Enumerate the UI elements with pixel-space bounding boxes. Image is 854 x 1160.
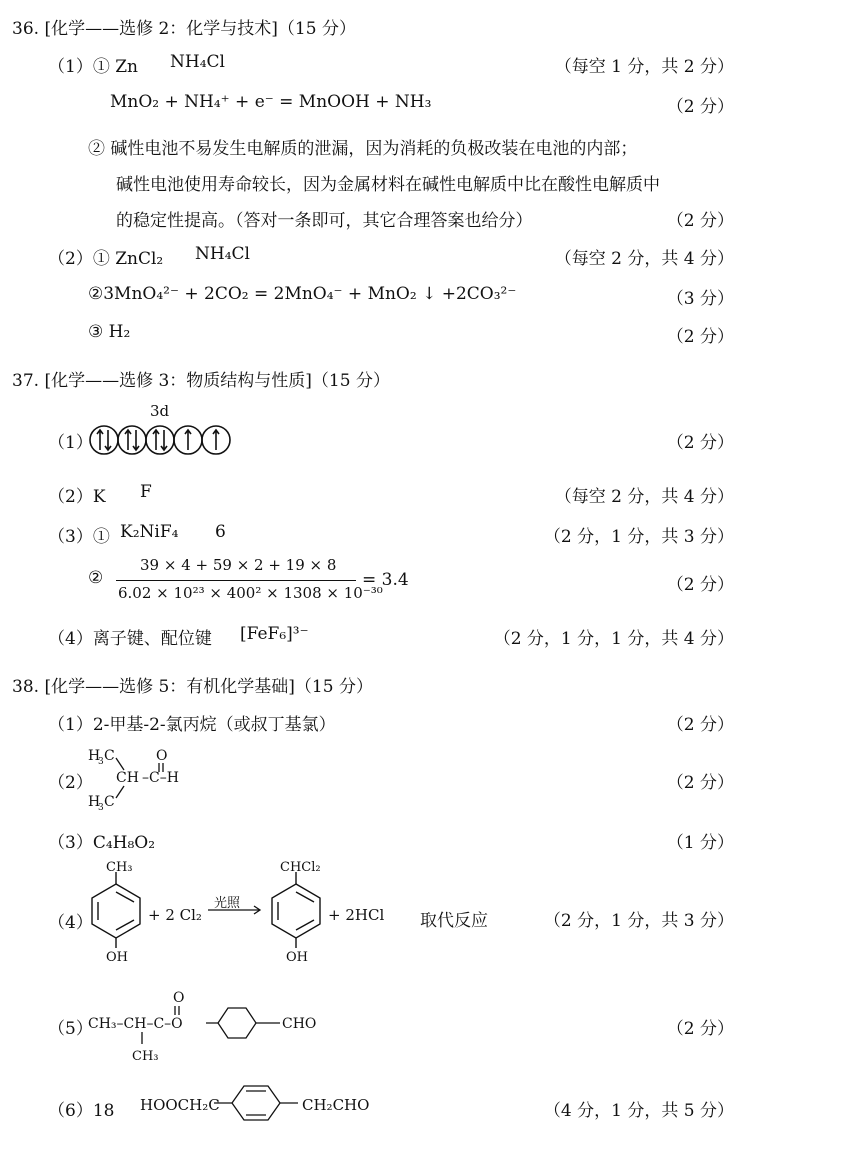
q36-1-text-line: 碱性电池使用寿命较长，因为金属材料在碱性电解质中比在酸性电解质中: [116, 175, 660, 195]
q37-header: 37. [化学——选修 3：物质结构与性质]（15 分）: [12, 371, 390, 391]
product-hcl: + 2HCl: [328, 906, 385, 924]
q37-3-formula: K₂NiF₄: [120, 522, 179, 542]
q36-header: 36. [化学——选修 2：化学与技术]（15 分）: [12, 19, 356, 39]
q38-5-score: （2 分）: [666, 1019, 734, 1039]
q36-2-equation: ②3MnO₄²⁻ + 2CO₂ = 2MnO₄⁻ + MnO₂ ↓ +2CO₃²⁻: [88, 284, 517, 304]
q37-2-score: （每空 2 分，共 4 分）: [554, 487, 734, 507]
q36-1-text-score: （2 分）: [666, 211, 734, 231]
q37-3-calc-label: ②: [88, 568, 104, 588]
q36-2-score: （每空 2 分，共 4 分）: [554, 249, 734, 269]
svg-text:H: H: [88, 794, 101, 810]
substituent-ch3: CH₃: [106, 860, 133, 875]
q37-3-score: （2 分，1 分，共 3 分）: [543, 527, 734, 547]
svg-text:O: O: [156, 748, 168, 764]
svg-text:CH₃: CH₃: [132, 1049, 159, 1064]
q38-2-label: （2）: [48, 773, 93, 793]
structure-right-group: CH₂CHO: [302, 1096, 370, 1114]
q38-1-score: （2 分）: [666, 715, 734, 735]
isobutyraldehyde-structure: [86, 740, 206, 810]
q36-2-answer-2: NH₄Cl: [195, 244, 250, 264]
svg-text:–C–H: –C–H: [142, 770, 179, 786]
ester-structure: [86, 986, 346, 1066]
svg-text:CHO: CHO: [282, 1016, 317, 1032]
q36-1-answer-2: NH₄Cl: [170, 52, 225, 72]
orbital-diagram: [88, 422, 248, 458]
benzene-ring-reactant: [86, 872, 146, 954]
q37-3-calc-score: （2 分）: [666, 575, 734, 595]
q38-3-score: （1 分）: [666, 833, 734, 853]
q36-1-text-line: 的稳定性提高。（答对一条即可，其它合理答案也给分）: [116, 211, 533, 231]
q38-6-answer: （6）18: [48, 1101, 115, 1121]
reaction-condition: 光照: [214, 896, 241, 911]
q38-header: 38. [化学——选修 5：有机化学基础]（15 分）: [12, 677, 373, 697]
structure-left-group: HOOCH₂C: [140, 1096, 220, 1114]
reagent-cl2: + 2 Cl₂: [148, 906, 202, 924]
fraction-bar: [116, 580, 356, 581]
fraction-result: = 3.4: [362, 570, 409, 590]
q36-1-score: （每空 1 分，共 2 分）: [554, 57, 734, 77]
q37-3-answer-2: 6: [215, 522, 226, 542]
q36-1-answer: （1）① Zn: [48, 57, 138, 77]
orbital-label: 3d: [150, 402, 170, 420]
q37-1-label: （1）: [48, 433, 93, 453]
q38-2-score: （2 分）: [666, 773, 734, 793]
svg-text:C: C: [104, 748, 115, 764]
q38-6-score: （4 分，1 分，共 5 分）: [543, 1101, 734, 1121]
svg-text:C: C: [104, 794, 115, 810]
q36-1-text-line: ② 碱性电池不易发生电解质的泄漏，因为消耗的负极改装在电池的内部；: [88, 139, 638, 159]
q36-1-equation: MnO₂ + NH₄⁺ + e⁻ = MnOOH + NH₃: [110, 92, 432, 112]
svg-text:3: 3: [98, 803, 104, 810]
q36-2-h2: ③ H₂: [88, 322, 131, 342]
q37-2-answer-2: F: [140, 482, 152, 502]
q38-3-answer: （3）C₄H₈O₂: [48, 833, 156, 853]
fraction-denominator: 6.02 × 10²³ × 400² × 1308 × 10⁻³⁰: [118, 584, 383, 602]
svg-text:3: 3: [98, 757, 104, 767]
q37-3-label: （3）①: [48, 527, 110, 547]
q36-2-equation-score: （3 分）: [666, 289, 734, 309]
svg-text:CH: CH: [116, 770, 139, 786]
benzene-ring-para: [212, 1080, 302, 1126]
svg-text:H: H: [88, 748, 101, 764]
q36-2-answer: （2）① ZnCl₂: [48, 249, 164, 269]
q38-5-label: （5）: [48, 1019, 93, 1039]
svg-text:O: O: [173, 990, 185, 1006]
q37-4-answer: （4）离子键、配位键: [48, 629, 212, 649]
reaction-type: 取代反应: [420, 911, 488, 931]
substituent-oh: OH: [286, 950, 308, 965]
reaction-arrow-icon: [206, 904, 264, 916]
q37-4-score: （2 分，1 分，1 分，共 4 分）: [493, 629, 734, 649]
q36-2-h2-score: （2 分）: [666, 327, 734, 347]
q36-1-equation-score: （2 分）: [666, 97, 734, 117]
q38-4-label: （4）: [48, 913, 93, 933]
benzene-ring-product: [266, 872, 326, 954]
q38-4-score: （2 分，1 分，共 3 分）: [543, 911, 734, 931]
q38-1-answer: （1）2-甲基-2-氯丙烷（或叔丁基氯）: [48, 715, 336, 735]
q37-4-ion: [FeF₆]³⁻: [240, 624, 309, 644]
fraction-numerator: 39 × 4 + 59 × 2 + 19 × 8: [140, 556, 337, 574]
svg-text:CH₃–CH–C–O: CH₃–CH–C–O: [88, 1016, 183, 1032]
substituent-oh: OH: [106, 950, 128, 965]
q37-2-answer: （2）K: [48, 487, 106, 507]
q37-1-score: （2 分）: [666, 433, 734, 453]
substituent-chcl2: CHCl₂: [280, 860, 321, 875]
